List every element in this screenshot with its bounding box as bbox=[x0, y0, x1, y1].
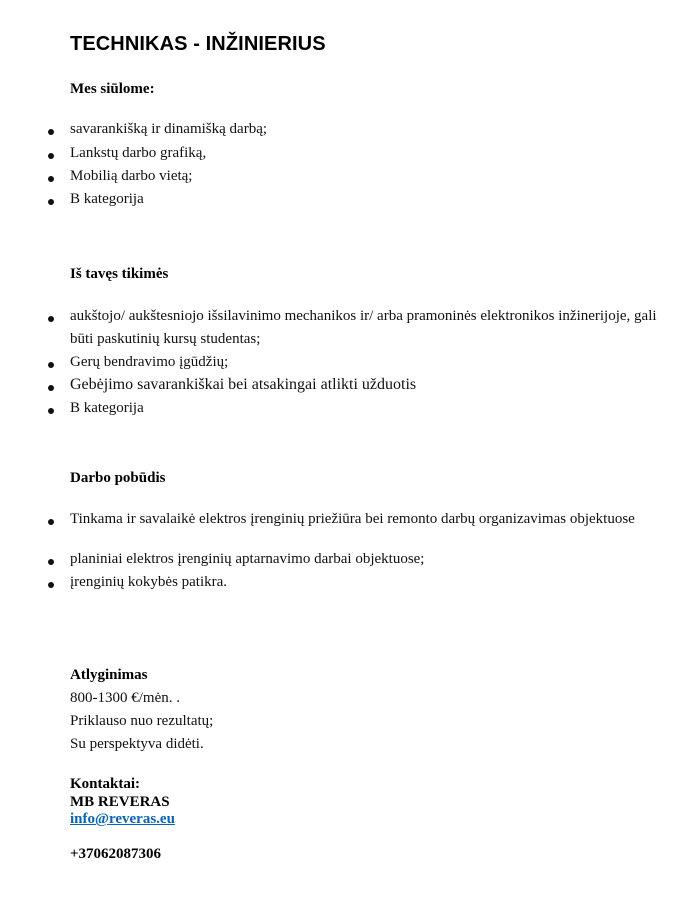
bullet-icon bbox=[48, 199, 54, 205]
work-item: įrenginių kokybės patikra. bbox=[70, 574, 228, 590]
bullet-icon bbox=[48, 519, 54, 525]
offer-item: savarankišką ir dinamišką darbą; bbox=[70, 121, 268, 137]
offer-item: B kategorija bbox=[70, 191, 144, 207]
bullet-icon bbox=[48, 582, 54, 588]
email-link[interactable]: info@reveras.eu bbox=[70, 811, 175, 827]
salary-line: 800-1300 €/mėn. . bbox=[70, 690, 180, 706]
expect-item: Gebėjimo savarankiškai bei atsakingai atlikti užduotis bbox=[70, 376, 417, 393]
bullet-icon bbox=[48, 316, 54, 322]
bullet-icon bbox=[48, 559, 54, 565]
work-item: planiniai elektros įrenginių aptarnavimo darbai objektuose; bbox=[70, 551, 425, 567]
phone-number: +37062087306 bbox=[70, 846, 162, 862]
offer-item: Mobilią darbo vietą; bbox=[70, 168, 193, 184]
salary-line: Su perspektyva didėti. bbox=[70, 736, 204, 752]
expect-item: Gerų bendravimo įgūdžių; bbox=[70, 354, 229, 370]
bullet-icon bbox=[48, 129, 54, 135]
company-name: MB REVERAS bbox=[70, 794, 170, 810]
offer-item: Lankstų darbo grafiką, bbox=[70, 145, 207, 161]
expect-item-line: būti paskutinių kursų studentas; bbox=[70, 331, 261, 347]
salary-heading: Atlyginimas bbox=[70, 667, 148, 683]
salary-line: Priklauso nuo rezultatų; bbox=[70, 713, 214, 729]
bullet-icon bbox=[48, 385, 54, 391]
work-heading: Darbo pobūdis bbox=[70, 470, 166, 486]
page-title: TECHNIKAS - INŽINIERIUS bbox=[70, 33, 326, 55]
bullet-icon bbox=[48, 408, 54, 414]
offer-heading: Mes siūlome: bbox=[70, 81, 155, 97]
contacts-heading: Kontaktai: bbox=[70, 776, 141, 792]
bullet-icon bbox=[48, 153, 54, 159]
work-item: Tinkama ir savalaikė elektros įrenginių priežiūra bei remonto darbų organizavimas objektuose bbox=[70, 511, 635, 527]
expect-item: B kategorija bbox=[70, 400, 144, 416]
bullet-icon bbox=[48, 176, 54, 182]
expect-heading: Iš tavęs tikimės bbox=[70, 266, 169, 282]
bullet-icon bbox=[48, 362, 54, 368]
expect-item-line: aukštojo/ aukštesniojo išsilavinimo mechanikos ir/ arba pramoninės elektronikos inžinerijoje, gali bbox=[70, 308, 657, 324]
